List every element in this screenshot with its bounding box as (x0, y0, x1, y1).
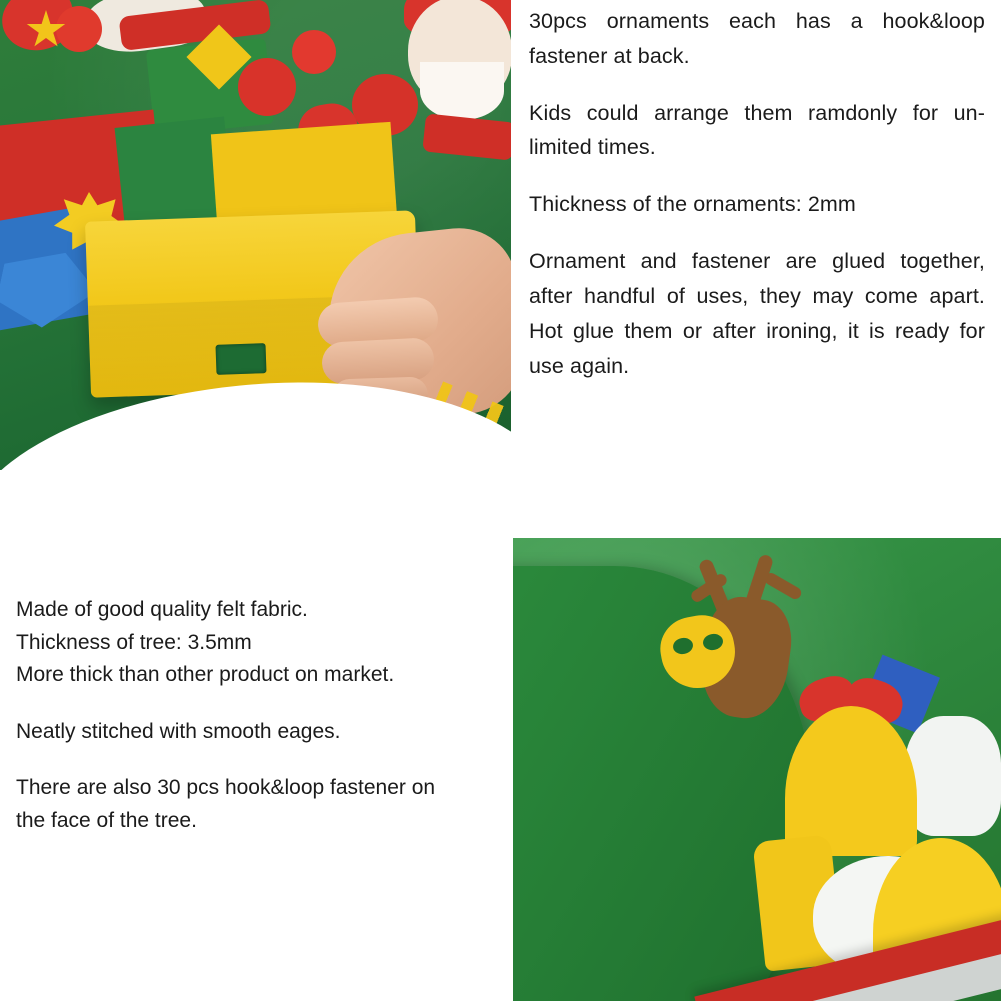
quality-line-1: Made of good quality felt fabric. (16, 598, 308, 621)
text-panel-bottom-left (0, 538, 511, 1001)
feature-paragraph-3: Thickness of the ornaments: 2mm (529, 192, 856, 217)
fastener-line-1: There are also 30 pcs hook&loop fastener on (16, 776, 436, 800)
text-spacer (16, 692, 497, 716)
red-round-ornament (292, 30, 336, 74)
feature-paragraph-1: 30pcs ornaments each has a hook&loop fastener at back. (529, 9, 985, 68)
text-spacer (16, 748, 497, 772)
text-panel-top-right (513, 0, 1001, 536)
fastener-line-2: the face of the tree. (16, 808, 197, 832)
red-felt-ornament (56, 6, 102, 52)
santa-beard-ornament (420, 62, 504, 120)
white-snowflake-ornament (905, 716, 1001, 836)
photo-bottom-right (513, 538, 1001, 1001)
stitching-line: Neatly stitched with smooth eages. (16, 719, 341, 743)
photo-top-left (0, 0, 511, 536)
panel-divider-vertical (511, 0, 513, 1001)
red-round-ornament (238, 58, 296, 116)
quality-line-2: Thickness of tree: 3.5mm (16, 630, 252, 654)
quality-line-3: More thick than other product on market. (16, 663, 395, 687)
panel-divider-horizontal (0, 536, 1001, 538)
feature-paragraph-4: Ornament and fastener are glued together, after handful of uses, they may come apart. Hot glue them or after ironing, it is ready for use again. (529, 249, 985, 378)
hook-and-loop-fastener-patch (215, 343, 266, 375)
feature-paragraph-2: Kids could arrange them ramdonly for un-limited times. (529, 100, 985, 160)
